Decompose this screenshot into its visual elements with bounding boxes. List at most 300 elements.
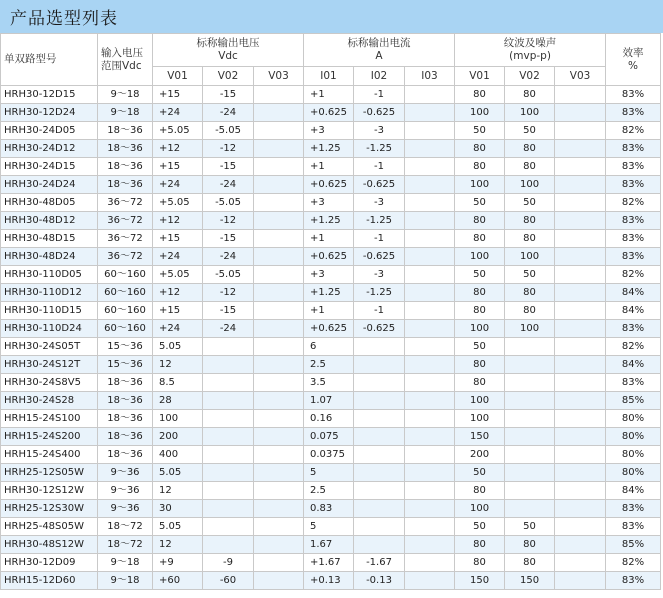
table-row <box>1 338 661 356</box>
cell-i01: +0.625 <box>304 320 354 338</box>
cell-ripple-v03 <box>555 104 606 122</box>
cell-i03 <box>405 572 455 590</box>
cell-i02: -3 <box>354 122 405 140</box>
cell-ripple-v03 <box>555 500 606 518</box>
cell-ripple-v03 <box>555 158 606 176</box>
cell-v03 <box>254 410 304 428</box>
cell-ripple-v01: 100 <box>455 176 505 194</box>
cell-ripple-v01: 200 <box>455 446 505 464</box>
cell-ripple-v02: 100 <box>505 248 555 266</box>
cell-model: HRH30-24D05 <box>1 122 98 140</box>
cell-ripple-v03 <box>555 230 606 248</box>
cell-ripple-v01: 100 <box>455 410 505 428</box>
header-ripple-noise: 纹波及噪声 (mvp-p) <box>455 34 606 67</box>
cell-i02: -1 <box>354 230 405 248</box>
cell-i02: -1 <box>354 86 405 104</box>
cell-ripple-v03 <box>555 572 606 590</box>
cell-ripple-v01: 50 <box>455 338 505 356</box>
cell-model: HRH30-110D24 <box>1 320 98 338</box>
cell-i01: 1.07 <box>304 392 354 410</box>
cell-ripple-v02: 100 <box>505 104 555 122</box>
cell-ripple-v02 <box>505 446 555 464</box>
cell-ripple-v02 <box>505 410 555 428</box>
cell-ripple-v02 <box>505 374 555 392</box>
cell-i01: 0.075 <box>304 428 354 446</box>
cell-i03 <box>405 104 455 122</box>
table-row <box>1 518 661 536</box>
cell-input-voltage: 9～36 <box>98 500 153 518</box>
cell-v02: -12 <box>203 212 254 230</box>
cell-v01: 8.5 <box>153 374 203 392</box>
page-title: 产品选型列表 <box>10 9 118 29</box>
cell-efficiency: 83% <box>606 500 661 518</box>
cell-i03 <box>405 536 455 554</box>
cell-ripple-v01: 100 <box>455 248 505 266</box>
cell-i03 <box>405 248 455 266</box>
cell-ripple-v02 <box>505 464 555 482</box>
cell-model: HRH30-24S28 <box>1 392 98 410</box>
header-efficiency: 效率 % <box>606 34 661 86</box>
cell-i03 <box>405 356 455 374</box>
cell-efficiency: 84% <box>606 482 661 500</box>
table-row <box>1 410 661 428</box>
cell-i03 <box>405 266 455 284</box>
cell-v03 <box>254 122 304 140</box>
cell-ripple-v01: 80 <box>455 302 505 320</box>
cell-v02 <box>203 482 254 500</box>
cell-ripple-v03 <box>555 140 606 158</box>
cell-v01: +12 <box>153 212 203 230</box>
cell-i01: +1.25 <box>304 212 354 230</box>
cell-i02: -0.13 <box>354 572 405 590</box>
cell-ripple-v02: 80 <box>505 554 555 572</box>
cell-v02: -9 <box>203 554 254 572</box>
cell-efficiency: 83% <box>606 158 661 176</box>
header-ripple-v01: V01 <box>455 67 505 86</box>
cell-v01: +5.05 <box>153 266 203 284</box>
table-row <box>1 536 661 554</box>
cell-ripple-v03 <box>555 482 606 500</box>
cell-efficiency: 83% <box>606 86 661 104</box>
table-row <box>1 320 661 338</box>
cell-v03 <box>254 518 304 536</box>
cell-ripple-v01: 80 <box>455 158 505 176</box>
cell-i03 <box>405 554 455 572</box>
cell-v02: -15 <box>203 302 254 320</box>
cell-v03 <box>254 536 304 554</box>
cell-v03 <box>254 554 304 572</box>
cell-v02: -15 <box>203 158 254 176</box>
cell-ripple-v03 <box>555 212 606 230</box>
cell-model: HRH30-48D24 <box>1 248 98 266</box>
cell-ripple-v03 <box>555 302 606 320</box>
cell-ripple-v03 <box>555 122 606 140</box>
cell-model: HRH25-12S30W <box>1 500 98 518</box>
cell-i03 <box>405 212 455 230</box>
cell-i03 <box>405 158 455 176</box>
cell-v02: -12 <box>203 140 254 158</box>
cell-ripple-v03 <box>555 284 606 302</box>
cell-ripple-v02: 50 <box>505 194 555 212</box>
cell-v01: 30 <box>153 500 203 518</box>
cell-model: HRH30-24S12T <box>1 356 98 374</box>
cell-ripple-v03 <box>555 428 606 446</box>
cell-i02: -1.25 <box>354 140 405 158</box>
cell-i02 <box>354 482 405 500</box>
cell-model: HRH30-24D24 <box>1 176 98 194</box>
header-i01: I01 <box>304 67 354 86</box>
table-row <box>1 302 661 320</box>
cell-v02: -15 <box>203 230 254 248</box>
cell-input-voltage: 18～36 <box>98 374 153 392</box>
cell-efficiency: 84% <box>606 284 661 302</box>
cell-v03 <box>254 104 304 122</box>
cell-i02 <box>354 338 405 356</box>
cell-ripple-v01: 50 <box>455 194 505 212</box>
cell-i01: 3.5 <box>304 374 354 392</box>
cell-v03 <box>254 392 304 410</box>
title-bar <box>0 0 663 33</box>
table-row <box>1 176 661 194</box>
cell-ripple-v03 <box>555 392 606 410</box>
cell-v02: -60 <box>203 572 254 590</box>
cell-i01: 5 <box>304 464 354 482</box>
cell-i02 <box>354 536 405 554</box>
header-v02: V02 <box>203 67 254 86</box>
cell-i02 <box>354 392 405 410</box>
cell-model: HRH30-12D15 <box>1 86 98 104</box>
cell-model: HRH15-24S200 <box>1 428 98 446</box>
table-row <box>1 500 661 518</box>
cell-v01: 400 <box>153 446 203 464</box>
cell-v03 <box>254 176 304 194</box>
cell-ripple-v02 <box>505 392 555 410</box>
cell-model: HRH30-48D15 <box>1 230 98 248</box>
cell-v02 <box>203 518 254 536</box>
cell-ripple-v02: 80 <box>505 158 555 176</box>
cell-v01: 12 <box>153 482 203 500</box>
cell-v03 <box>254 302 304 320</box>
table-row <box>1 194 661 212</box>
cell-ripple-v01: 100 <box>455 104 505 122</box>
cell-i02: -0.625 <box>354 176 405 194</box>
cell-ripple-v02: 80 <box>505 536 555 554</box>
cell-i03 <box>405 338 455 356</box>
cell-ripple-v02: 100 <box>505 176 555 194</box>
cell-v01: 5.05 <box>153 338 203 356</box>
cell-v03 <box>254 140 304 158</box>
cell-ripple-v01: 80 <box>455 356 505 374</box>
cell-v01: +15 <box>153 302 203 320</box>
cell-i03 <box>405 302 455 320</box>
cell-i01: +3 <box>304 194 354 212</box>
cell-ripple-v03 <box>555 464 606 482</box>
cell-v01: 100 <box>153 410 203 428</box>
cell-v02 <box>203 500 254 518</box>
cell-v02: -5.05 <box>203 194 254 212</box>
cell-model: HRH30-110D12 <box>1 284 98 302</box>
cell-v03 <box>254 572 304 590</box>
cell-input-voltage: 36～72 <box>98 212 153 230</box>
cell-model: HRH30-110D05 <box>1 266 98 284</box>
table-row <box>1 356 661 374</box>
cell-efficiency: 82% <box>606 554 661 572</box>
cell-model: HRH30-24S8V5 <box>1 374 98 392</box>
table-row <box>1 248 661 266</box>
cell-v03 <box>254 212 304 230</box>
cell-ripple-v01: 80 <box>455 284 505 302</box>
cell-v01: +24 <box>153 320 203 338</box>
cell-efficiency: 83% <box>606 104 661 122</box>
cell-v02 <box>203 374 254 392</box>
cell-ripple-v03 <box>555 446 606 464</box>
cell-ripple-v01: 50 <box>455 464 505 482</box>
cell-i03 <box>405 230 455 248</box>
cell-model: HRH25-48S05W <box>1 518 98 536</box>
cell-i03 <box>405 392 455 410</box>
cell-i01: +1 <box>304 158 354 176</box>
cell-v02: -12 <box>203 284 254 302</box>
cell-efficiency: 83% <box>606 320 661 338</box>
cell-ripple-v03 <box>555 320 606 338</box>
cell-ripple-v03 <box>555 266 606 284</box>
cell-input-voltage: 18～36 <box>98 140 153 158</box>
cell-efficiency: 80% <box>606 410 661 428</box>
cell-ripple-v02: 50 <box>505 266 555 284</box>
cell-v03 <box>254 194 304 212</box>
cell-i01: +0.625 <box>304 248 354 266</box>
cell-efficiency: 82% <box>606 338 661 356</box>
cell-model: HRH30-12D09 <box>1 554 98 572</box>
cell-i02 <box>354 374 405 392</box>
table-row <box>1 140 661 158</box>
cell-ripple-v03 <box>555 356 606 374</box>
table-row <box>1 104 661 122</box>
cell-v03 <box>254 248 304 266</box>
cell-v03 <box>254 482 304 500</box>
cell-efficiency: 80% <box>606 446 661 464</box>
cell-ripple-v01: 100 <box>455 500 505 518</box>
cell-ripple-v01: 50 <box>455 266 505 284</box>
cell-ripple-v02: 150 <box>505 572 555 590</box>
cell-efficiency: 83% <box>606 212 661 230</box>
table-row <box>1 230 661 248</box>
cell-ripple-v01: 50 <box>455 122 505 140</box>
cell-v01: 12 <box>153 536 203 554</box>
cell-ripple-v02 <box>505 482 555 500</box>
cell-ripple-v02 <box>505 356 555 374</box>
cell-model: HRH30-110D15 <box>1 302 98 320</box>
cell-model: HRH15-12D60 <box>1 572 98 590</box>
header-v01: V01 <box>153 67 203 86</box>
cell-i02: -0.625 <box>354 248 405 266</box>
cell-ripple-v01: 80 <box>455 230 505 248</box>
cell-efficiency: 83% <box>606 176 661 194</box>
table-row <box>1 374 661 392</box>
cell-v02: -24 <box>203 176 254 194</box>
table-row <box>1 572 661 590</box>
cell-ripple-v01: 100 <box>455 320 505 338</box>
cell-model: HRH30-12D24 <box>1 104 98 122</box>
table-row <box>1 554 661 572</box>
cell-v03 <box>254 338 304 356</box>
cell-i03 <box>405 446 455 464</box>
cell-i03 <box>405 320 455 338</box>
cell-v01: +12 <box>153 140 203 158</box>
cell-i03 <box>405 464 455 482</box>
cell-ripple-v01: 150 <box>455 572 505 590</box>
cell-v01: +24 <box>153 104 203 122</box>
cell-input-voltage: 60～160 <box>98 320 153 338</box>
cell-i02 <box>354 410 405 428</box>
cell-ripple-v03 <box>555 248 606 266</box>
cell-v02: -24 <box>203 104 254 122</box>
table-row <box>1 392 661 410</box>
cell-i01: +0.625 <box>304 176 354 194</box>
cell-efficiency: 85% <box>606 392 661 410</box>
cell-v03 <box>254 320 304 338</box>
cell-v02 <box>203 410 254 428</box>
cell-input-voltage: 9～18 <box>98 572 153 590</box>
header-i03: I03 <box>405 67 455 86</box>
cell-ripple-v02: 80 <box>505 140 555 158</box>
cell-model: HRH30-48D05 <box>1 194 98 212</box>
cell-i02 <box>354 518 405 536</box>
cell-ripple-v01: 80 <box>455 374 505 392</box>
cell-ripple-v01: 80 <box>455 86 505 104</box>
cell-i03 <box>405 374 455 392</box>
cell-i01: 2.5 <box>304 482 354 500</box>
cell-ripple-v01: 80 <box>455 482 505 500</box>
cell-v02 <box>203 428 254 446</box>
cell-ripple-v01: 80 <box>455 536 505 554</box>
cell-model: HRH30-24D12 <box>1 140 98 158</box>
cell-i02: -1.67 <box>354 554 405 572</box>
cell-input-voltage: 18～36 <box>98 392 153 410</box>
cell-ripple-v01: 80 <box>455 554 505 572</box>
cell-ripple-v01: 50 <box>455 518 505 536</box>
cell-i03 <box>405 482 455 500</box>
table-row <box>1 446 661 464</box>
cell-ripple-v03 <box>555 194 606 212</box>
cell-v03 <box>254 374 304 392</box>
cell-ripple-v02: 80 <box>505 302 555 320</box>
cell-v01: +24 <box>153 248 203 266</box>
cell-v03 <box>254 464 304 482</box>
cell-i01: +1.25 <box>304 140 354 158</box>
cell-v02 <box>203 446 254 464</box>
cell-i03 <box>405 194 455 212</box>
cell-i01: +1.25 <box>304 284 354 302</box>
cell-input-voltage: 18～36 <box>98 410 153 428</box>
cell-efficiency: 80% <box>606 464 661 482</box>
cell-v02 <box>203 464 254 482</box>
cell-input-voltage: 60～160 <box>98 302 153 320</box>
cell-ripple-v01: 80 <box>455 140 505 158</box>
cell-efficiency: 83% <box>606 518 661 536</box>
cell-input-voltage: 9～18 <box>98 554 153 572</box>
cell-input-voltage: 18～36 <box>98 176 153 194</box>
cell-i01: 1.67 <box>304 536 354 554</box>
table-row <box>1 428 661 446</box>
cell-ripple-v03 <box>555 536 606 554</box>
cell-v01: +15 <box>153 86 203 104</box>
cell-i01: +1 <box>304 302 354 320</box>
cell-model: HRH15-24S100 <box>1 410 98 428</box>
cell-input-voltage: 36～72 <box>98 194 153 212</box>
cell-input-voltage: 18～36 <box>98 122 153 140</box>
cell-model: HRH30-48D12 <box>1 212 98 230</box>
cell-v02: -15 <box>203 86 254 104</box>
cell-v02 <box>203 536 254 554</box>
cell-ripple-v03 <box>555 176 606 194</box>
cell-i01: +1 <box>304 86 354 104</box>
cell-v03 <box>254 284 304 302</box>
cell-i01: 5 <box>304 518 354 536</box>
cell-input-voltage: 18～36 <box>98 428 153 446</box>
cell-v02 <box>203 392 254 410</box>
cell-i02: -3 <box>354 266 405 284</box>
cell-i03 <box>405 122 455 140</box>
table-row <box>1 212 661 230</box>
cell-i03 <box>405 176 455 194</box>
cell-i03 <box>405 428 455 446</box>
cell-input-voltage: 36～72 <box>98 230 153 248</box>
cell-efficiency: 82% <box>606 194 661 212</box>
cell-input-voltage: 15～36 <box>98 356 153 374</box>
cell-v01: 200 <box>153 428 203 446</box>
cell-ripple-v02: 80 <box>505 212 555 230</box>
cell-ripple-v02: 80 <box>505 230 555 248</box>
cell-v02 <box>203 356 254 374</box>
cell-i02: -1 <box>354 158 405 176</box>
cell-i02: -1.25 <box>354 212 405 230</box>
cell-i02: -3 <box>354 194 405 212</box>
cell-v01: +5.05 <box>153 122 203 140</box>
table-row <box>1 266 661 284</box>
cell-v01: 12 <box>153 356 203 374</box>
cell-ripple-v01: 100 <box>455 392 505 410</box>
table-row <box>1 122 661 140</box>
cell-i01: +1.67 <box>304 554 354 572</box>
cell-efficiency: 85% <box>606 536 661 554</box>
cell-ripple-v02: 50 <box>505 122 555 140</box>
cell-i01: 0.83 <box>304 500 354 518</box>
cell-ripple-v03 <box>555 554 606 572</box>
cell-efficiency: 83% <box>606 230 661 248</box>
cell-i03 <box>405 284 455 302</box>
cell-ripple-v03 <box>555 338 606 356</box>
cell-v01: +15 <box>153 158 203 176</box>
cell-v01: +9 <box>153 554 203 572</box>
cell-input-voltage: 9～18 <box>98 86 153 104</box>
cell-input-voltage: 60～160 <box>98 284 153 302</box>
cell-i01: +0.13 <box>304 572 354 590</box>
table-row <box>1 464 661 482</box>
table-row <box>1 284 661 302</box>
table-row <box>1 482 661 500</box>
cell-efficiency: 82% <box>606 266 661 284</box>
table-row <box>1 158 661 176</box>
cell-i02: -0.625 <box>354 104 405 122</box>
cell-v03 <box>254 266 304 284</box>
cell-input-voltage: 9～18 <box>98 104 153 122</box>
cell-input-voltage: 36～72 <box>98 248 153 266</box>
cell-model: HRH25-12S05W <box>1 464 98 482</box>
cell-i02: -1.25 <box>354 284 405 302</box>
cell-ripple-v02: 80 <box>505 86 555 104</box>
cell-ripple-v02 <box>505 338 555 356</box>
